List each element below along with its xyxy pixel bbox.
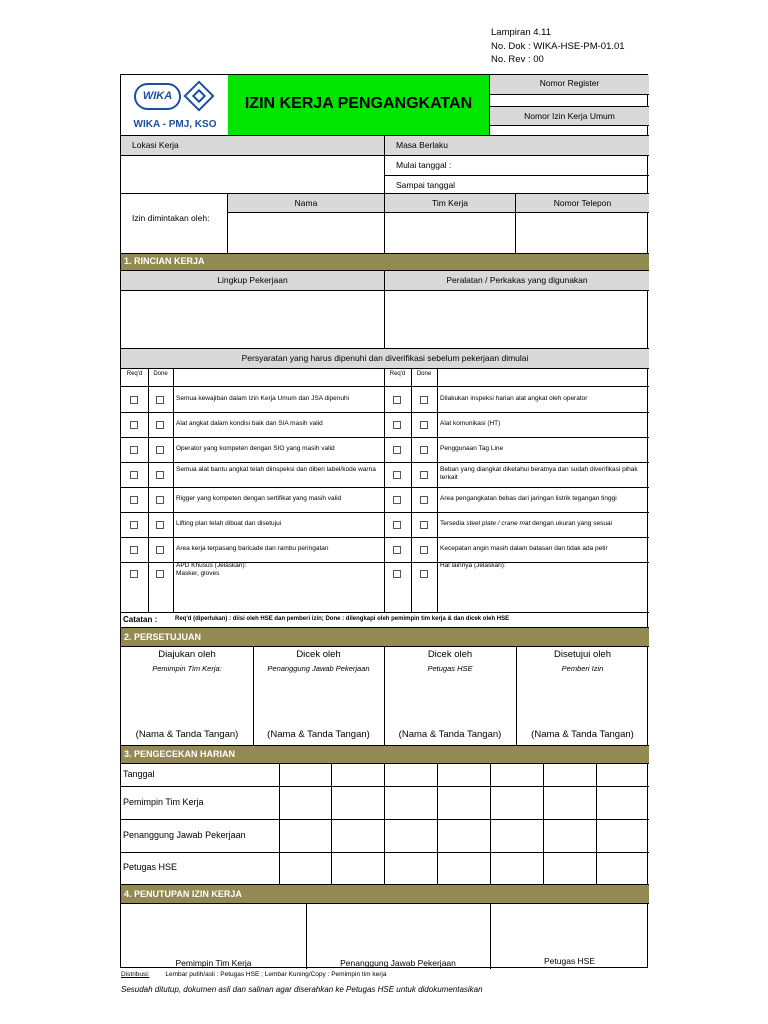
catatan-label: Catatan : bbox=[123, 615, 158, 624]
requirement-text-right: Tersedia steel plate / crane mat dengan ukuran yang sesuai bbox=[440, 520, 613, 527]
daily-check-cell[interactable] bbox=[545, 820, 596, 851]
reqd-checkbox[interactable] bbox=[130, 496, 138, 504]
daily-check-cell[interactable] bbox=[333, 820, 384, 851]
done-header-right: Done bbox=[416, 371, 432, 377]
done-checkbox[interactable] bbox=[420, 546, 428, 554]
done-checkbox[interactable] bbox=[420, 570, 428, 578]
reqd-checkbox[interactable] bbox=[130, 446, 138, 454]
logo-caption: WIKA - PMJ, KSO bbox=[133, 119, 217, 130]
section-persetujuan: 2. PERSETUJUAN bbox=[121, 628, 649, 646]
reqd-checkbox[interactable] bbox=[130, 546, 138, 554]
daily-check-cell[interactable] bbox=[439, 787, 490, 818]
requirement-text-right: Kecepatan angin masih dalam batasan dan tidak ada petir bbox=[440, 545, 608, 552]
daily-row-label: Tanggal bbox=[123, 769, 155, 779]
requirement-text-right: Alat komunikasi (HT) bbox=[440, 420, 501, 427]
approval-role: Petugas HSE bbox=[427, 664, 473, 673]
izin-diminta-label: Izin dimintakan oleh: bbox=[132, 213, 210, 223]
daily-check-cell[interactable] bbox=[492, 765, 543, 785]
daily-check-cell[interactable] bbox=[280, 787, 331, 818]
approval-role: Pemberi Izin bbox=[561, 664, 604, 673]
approval-header: Dicek oleh bbox=[427, 649, 473, 660]
logo-block bbox=[121, 75, 228, 135]
requirement-text-left: Alat angkat dalam kondisi baik dan SIA masih valid bbox=[176, 420, 323, 427]
signature-field[interactable]: (Nama & Tanda Tangan) bbox=[267, 729, 370, 740]
done-checkbox[interactable] bbox=[156, 471, 164, 479]
reqd-checkbox[interactable] bbox=[130, 421, 138, 429]
requirement-text-right: Penggunaan Tag Line bbox=[440, 445, 504, 452]
daily-check-cell[interactable] bbox=[598, 853, 649, 883]
reqd-header-left: Req'd bbox=[126, 371, 143, 377]
daily-check-cell[interactable] bbox=[333, 787, 384, 818]
done-checkbox[interactable] bbox=[156, 521, 164, 529]
daily-check-cell[interactable] bbox=[598, 820, 649, 851]
daily-row-label: Penanggung Jawab Pekerjaan bbox=[123, 830, 246, 840]
permit-form bbox=[120, 74, 648, 968]
document-meta bbox=[491, 26, 625, 67]
done-checkbox[interactable] bbox=[156, 570, 164, 578]
revision-number: No. Rev : 00 bbox=[491, 54, 544, 65]
reqd-checkbox[interactable] bbox=[393, 570, 401, 578]
daily-check-cell[interactable] bbox=[545, 853, 596, 883]
daily-check-cell[interactable] bbox=[598, 787, 649, 818]
reqd-checkbox[interactable] bbox=[393, 521, 401, 529]
reqd-checkbox[interactable] bbox=[393, 421, 401, 429]
done-checkbox[interactable] bbox=[420, 446, 428, 454]
reqd-checkbox[interactable] bbox=[130, 570, 138, 578]
daily-row-label: Petugas HSE bbox=[123, 862, 178, 872]
signature-field[interactable]: (Nama & Tanda Tangan) bbox=[531, 729, 634, 740]
approval-role: Penanggung Jawab Pekerjaan bbox=[267, 664, 370, 673]
wika-logo: WIKA bbox=[134, 83, 181, 110]
reqd-checkbox[interactable] bbox=[393, 396, 401, 404]
diamond-logo-icon bbox=[183, 80, 214, 111]
lingkup-pekerjaan-field[interactable] bbox=[121, 291, 384, 348]
done-checkbox[interactable] bbox=[420, 496, 428, 504]
done-header-left: Done bbox=[153, 371, 168, 377]
requirement-text-left: Lifting plan telah dibuat dan disetujui bbox=[176, 520, 282, 527]
reqd-header-right: Req'd bbox=[389, 371, 406, 377]
requirement-text-right: Dilakukan inspeksi harian alat angkat oleh operator bbox=[440, 395, 588, 402]
daily-check-cell[interactable] bbox=[333, 765, 384, 785]
done-checkbox[interactable] bbox=[156, 496, 164, 504]
done-checkbox[interactable] bbox=[420, 421, 428, 429]
daily-check-cell[interactable] bbox=[492, 820, 543, 851]
requirement-text-right: Beban yang diangkat diketahui beratnya dan sudah diverifikasi pihak terkait bbox=[440, 466, 638, 481]
distribusi-text: Lembar putih/asli : Petugas HSE ; Lembar Kuning/Copy : Pemimpin tim kerja bbox=[165, 971, 387, 978]
page-title: IZIN KERJA PENGANGKATAN bbox=[244, 95, 473, 112]
section-penutupan: 4. PENUTUPAN IZIN KERJA bbox=[121, 885, 649, 903]
daily-row-label: Pemimpin Tim Kerja bbox=[123, 797, 204, 807]
nomor-telepon-header: Nomor Telepon bbox=[516, 194, 649, 212]
peralatan-header: Peralatan / Perkakas yang digunakan bbox=[385, 271, 649, 290]
daily-check-cell[interactable] bbox=[280, 765, 331, 785]
signature-field[interactable]: (Nama & Tanda Tangan) bbox=[135, 729, 239, 740]
requirement-text-left: Semua kewajiban dalam Izin Kerja Umum dan JSA dipenuhi bbox=[176, 395, 350, 402]
nama-field[interactable] bbox=[228, 213, 384, 253]
requirement-text-left: Operator yang kompeten dengan SIO yang masih valid bbox=[176, 445, 335, 452]
doc-number: No. Dok : WIKA-HSE-PM-01.01 bbox=[491, 40, 625, 52]
nomor-telepon-field[interactable] bbox=[516, 213, 649, 253]
daily-check-cell[interactable] bbox=[333, 853, 384, 883]
daily-check-cell[interactable] bbox=[492, 787, 543, 818]
distribusi-line bbox=[121, 971, 386, 978]
done-checkbox[interactable] bbox=[156, 396, 164, 404]
lampiran-text: Lampiran 4.11 bbox=[491, 27, 552, 38]
daily-check-cell[interactable] bbox=[598, 765, 649, 785]
reqd-checkbox[interactable] bbox=[393, 471, 401, 479]
daily-check-cell[interactable] bbox=[439, 820, 490, 851]
reqd-checkbox[interactable] bbox=[130, 396, 138, 404]
approval-header: Diajukan oleh bbox=[158, 649, 216, 660]
requirement-text-left: APD Khusus (Jelaskan): Masker, gloves bbox=[176, 562, 247, 577]
reqd-checkbox[interactable] bbox=[130, 471, 138, 479]
approval-header: Dicek oleh bbox=[296, 649, 341, 660]
requirement-text-right: Area pengangkatan bebas dari jaringan listrik tegangan tinggi bbox=[440, 495, 617, 502]
daily-check-cell[interactable] bbox=[386, 853, 437, 883]
done-checkbox[interactable] bbox=[420, 396, 428, 404]
requirement-text-left: Rigger yang kompeten dengan sertifikat yang masih valid bbox=[176, 495, 342, 502]
lokasi-kerja-label: Lokasi Kerja bbox=[121, 136, 384, 155]
tim-kerja-header: Tim Kerja bbox=[385, 194, 515, 212]
catatan-text: Req'd (diperlukan) : diisi oleh HSE dan pemberi izin; Done : dilengkapi oleh pemimpin tim kerja & dan dicek oleh HSE bbox=[175, 616, 510, 622]
distribusi-label: Distribusi: bbox=[121, 971, 150, 978]
mulai-tanggal-field[interactable]: Mulai tanggal : bbox=[396, 160, 452, 170]
masa-berlaku-label: Masa Berlaku bbox=[385, 136, 649, 155]
done-checkbox[interactable] bbox=[156, 446, 164, 454]
reqd-checkbox[interactable] bbox=[393, 446, 401, 454]
section-pengecekan-harian: 3. PENGECEKAN HARIAN bbox=[121, 746, 649, 763]
done-checkbox[interactable] bbox=[156, 546, 164, 554]
footer-note: Sesudah ditutup, dokumen asli dan salinan agar diserahkan ke Petugas HSE untuk didokumentasikan bbox=[121, 985, 483, 994]
sampai-tanggal-field[interactable]: Sampai tanggal bbox=[396, 180, 456, 190]
done-checkbox[interactable] bbox=[420, 521, 428, 529]
daily-check-cell[interactable] bbox=[492, 853, 543, 883]
lokasi-kerja-field[interactable] bbox=[121, 156, 384, 193]
approval-role: Pemimpin Tim Kerja: bbox=[152, 664, 222, 673]
daily-check-cell[interactable] bbox=[386, 820, 437, 851]
closure-pemimpin-label: Pemimpin Tim Kerja bbox=[175, 958, 252, 968]
daily-check-cell[interactable] bbox=[386, 765, 437, 785]
daily-check-cell[interactable] bbox=[545, 765, 596, 785]
requirement-text-left: Semua alat bantu angkat telah diinspeksi dan diberi label/kode warna bbox=[176, 466, 376, 473]
tim-kerja-field[interactable] bbox=[385, 213, 515, 253]
requirement-text-left: Area kerja terpasang baricade dan rambu peringatan bbox=[176, 545, 329, 552]
signature-field[interactable]: (Nama & Tanda Tangan) bbox=[398, 729, 502, 740]
reqd-checkbox[interactable] bbox=[130, 521, 138, 529]
daily-check-cell[interactable] bbox=[280, 853, 331, 883]
nomor-register-label: Nomor Register bbox=[490, 75, 649, 94]
daily-check-cell[interactable] bbox=[439, 765, 490, 785]
nama-header: Nama bbox=[228, 194, 384, 212]
lingkup-pekerjaan-header: Lingkup Pekerjaan bbox=[121, 271, 384, 290]
done-checkbox[interactable] bbox=[156, 421, 164, 429]
done-checkbox[interactable] bbox=[420, 471, 428, 479]
approval-header: Disetujui oleh bbox=[553, 649, 612, 660]
requirement-text-right: Hal lainnya (Jelaskan): bbox=[440, 562, 506, 569]
peralatan-field[interactable] bbox=[385, 291, 649, 348]
persyaratan-header: Persyaratan yang harus dipenuhi dan diverifikasi sebelum pekerjaan dimulai bbox=[121, 349, 649, 368]
daily-check-cell[interactable] bbox=[386, 787, 437, 818]
daily-check-cell[interactable] bbox=[280, 820, 331, 851]
closure-hse-label: Petugas HSE bbox=[543, 956, 596, 966]
daily-check-cell[interactable] bbox=[545, 787, 596, 818]
nomor-izin-umum-label: Nomor Izin Kerja Umum bbox=[490, 107, 649, 125]
title-block bbox=[228, 75, 489, 135]
reqd-checkbox[interactable] bbox=[393, 546, 401, 554]
daily-check-cell[interactable] bbox=[439, 853, 490, 883]
closure-pj-label: Penanggung Jawab Pekerjaan bbox=[340, 958, 456, 968]
italic-term: steel plate / crane mat bbox=[466, 520, 531, 527]
section-rincian-kerja: 1. RINCIAN KERJA bbox=[121, 254, 649, 270]
reqd-checkbox[interactable] bbox=[393, 496, 401, 504]
